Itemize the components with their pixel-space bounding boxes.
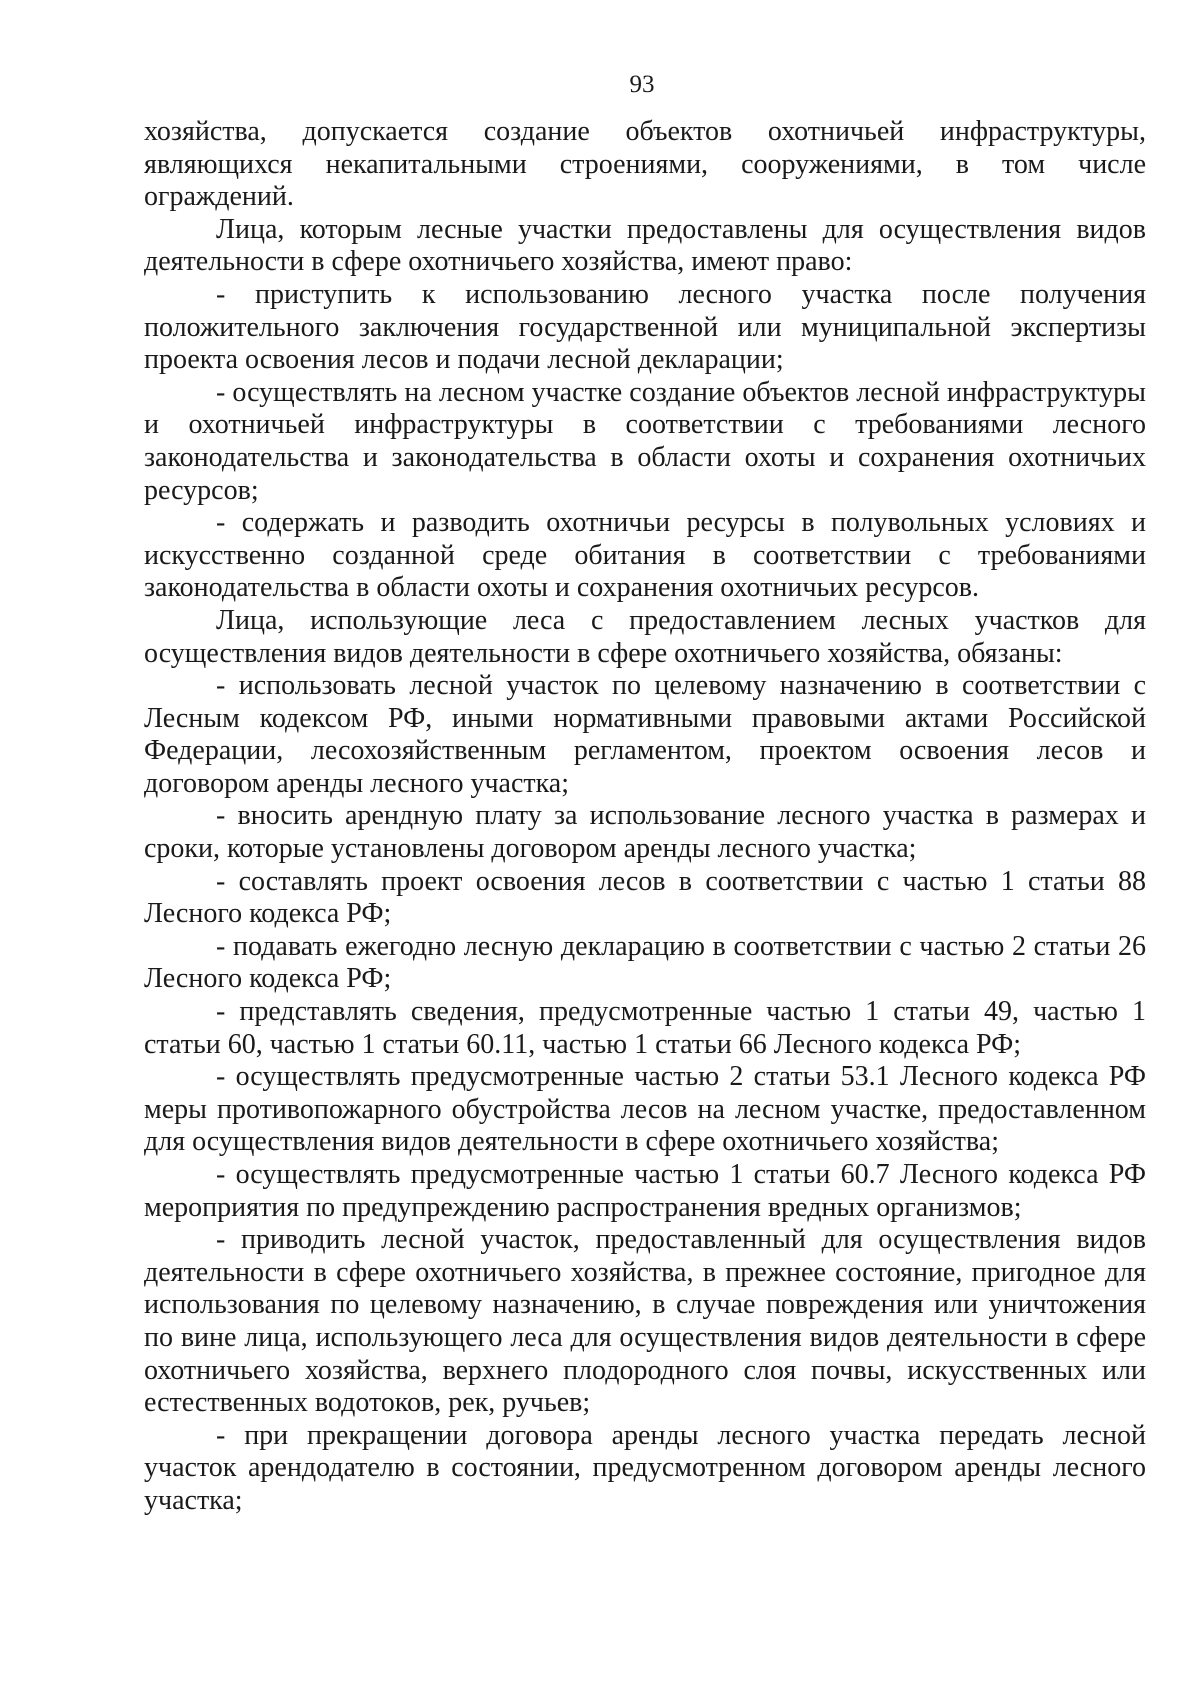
paragraph-13: - осуществлять предусмотренные частью 1 статьи 60.7 Лесного кодекса РФ мероприятия по предупреждению распространения вредных организмов; (144, 1159, 1146, 1223)
paragraph-6: Лица, использующие леса с предоставлением лесных участков для осуществления видов деятельности в сфере охотничьего хозяйства, обязаны: (144, 604, 1146, 669)
paragraph-12: - осуществлять предусмотренные частью 2 статьи 53.1 Лесного кодекса РФ меры противопожарного обустройства лесов на лесном участке, предоставленном для осуществления видов деятельности в сфере охотничьего хозяйства; (144, 1061, 1146, 1158)
paragraph-5: - содержать и разводить охотничьи ресурсы в полувольных условиях и искусственно созданной среде обитания в соответствии с требованиями законодательства в области охоты и сохранения охотничьих ресурсов. (144, 507, 1146, 604)
paragraph-9: - составлять проект освоения лесов в соответствии с частью 1 статьи 88 Лесного кодекса РФ; (144, 865, 1146, 930)
paragraph-10: - подавать ежегодно лесную декларацию в соответствии с частью 2 статьи 26 Лесного кодекса РФ; (144, 930, 1146, 995)
paragraph-1: хозяйства, допускается создание объектов охотничьей инфраструктуры, являющихся некапитальными строениями, сооружениями, в том числе ограждений. (144, 116, 1146, 213)
paragraph-3: - приступить к использованию лесного участка после получения положительного заключения государственной или муниципальной экспертизы проекта освоения лесов и подачи лесной декларации; (144, 278, 1146, 376)
paragraph-15: - при прекращении договора аренды лесного участка передать лесной участок арендодателю в состоянии, предусмотренном договором аренды лесного участка; (144, 1419, 1146, 1516)
paragraph-4: - осуществлять на лесном участке создание объектов лесной инфраструктуры и охотничьей инфраструктуры в соответствии с требованиями лесного законодательства и законодательства в области охоты и сохранения охотничьих ресурсов; (144, 376, 1146, 506)
page-number: 93 (629, 71, 655, 98)
paragraph-2: Лица, которым лесные участки предоставлены для осуществления видов деятельности в сфере охотничьего хозяйства, имеют право: (144, 213, 1146, 278)
paragraph-14: - приводить лесной участок, предоставленный для осуществления видов деятельности в сфере охотничьего хозяйства, в прежнее состояние, пригодное для использования по целевому назначению, в случае повреждения или уничтожения по вине лица, использующего леса для осуществления видов деятельности в сфере охотничьего хозяйства, верхнего плодородного слоя почвы, искусственных или естественных водотоков, рек, ручьев; (144, 1224, 1146, 1419)
paragraph-7: - использовать лесной участок по целевому назначению в соответствии с Лесным кодексом РФ, иными нормативными правовыми актами Российской Федерации, лесохозяйственным регламентом, проектом освоения лесов и договором аренды лесного участка; (144, 670, 1146, 799)
document-body (144, 116, 1146, 1518)
paragraph-11: - представлять сведения, предусмотренные частью 1 статьи 49, частью 1 статьи 60, частью 1 статьи 60.11, частью 1 статьи 66 Лесного кодекса РФ; (144, 996, 1146, 1060)
paragraph-8: - вносить арендную плату за использование лесного участка в размерах и сроки, которые установлены договором аренды лесного участка; (144, 800, 1146, 865)
